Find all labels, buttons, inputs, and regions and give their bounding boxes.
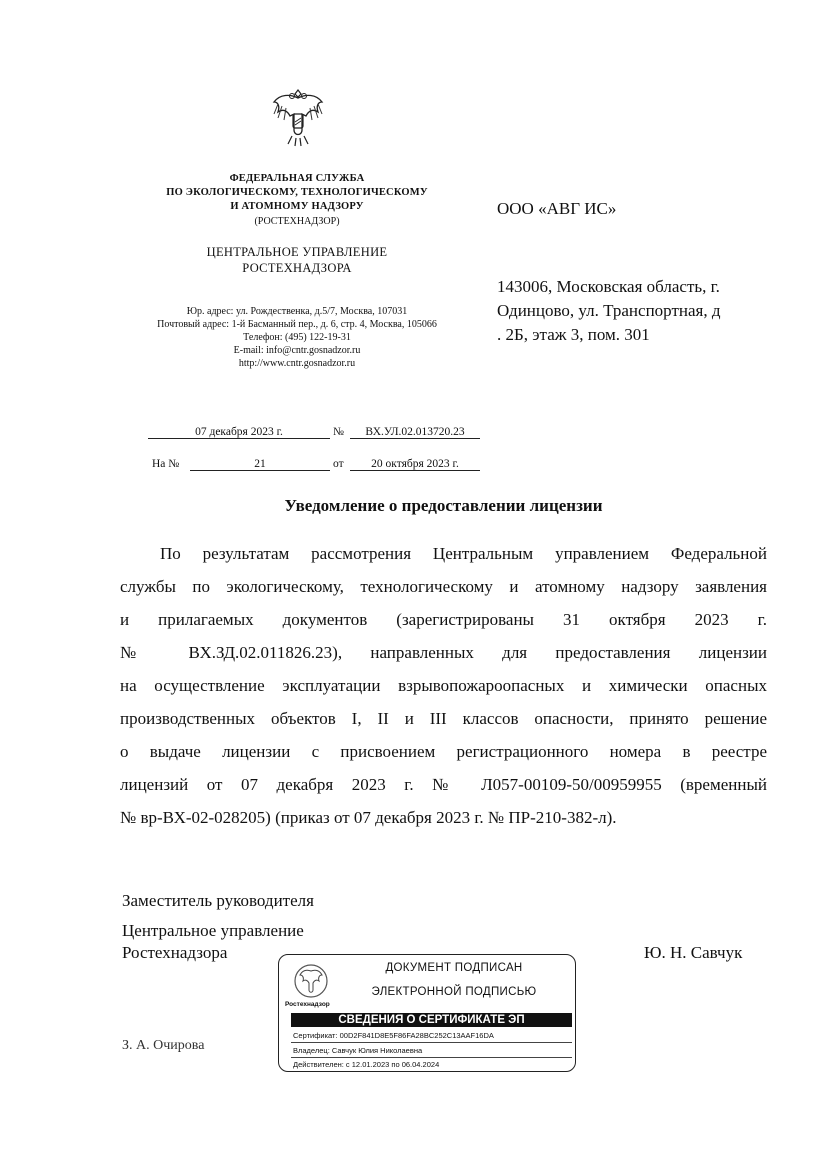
department-line1: ЦЕНТРАЛЬНОЕ УПРАВЛЕНИЕ <box>206 245 388 259</box>
rostekhnadzor-logo-icon <box>293 963 329 999</box>
recipient-company: ООО «АВГ ИС» <box>497 199 617 218</box>
stamp-certificate: Сертификат: 00D2F841D8E5F86FA28BC252C13AAF16DA <box>293 1031 494 1040</box>
stamp-line1: ДОКУМЕНТ ПОДПИСАН <box>385 962 523 974</box>
number-label: № <box>333 426 344 438</box>
stamp-divider <box>291 1042 572 1043</box>
e-signature-stamp <box>278 954 576 1072</box>
stamp-line2: ЭЛЕКТРОННОЙ ПОДПИСЬЮ <box>371 986 537 998</box>
body-line: По результатам рассмотрения Центральным управлением Федеральной <box>160 544 767 563</box>
body-line: на осуществление эксплуатации взрывопожароопасных и химически опасных <box>120 676 767 695</box>
outgoing-date: 07 декабря 2023 г. <box>148 426 330 439</box>
body-line: службы по экологическому, технологическому и атомному надзору заявления <box>120 577 767 596</box>
body-line: № ВХ.ЗД.02.011826.23), направленных для предоставления лицензии <box>120 643 767 662</box>
outgoing-number: ВХ.УЛ.02.013720.23 <box>350 426 480 439</box>
email: E-mail: info@cntr.gosnadzor.ru <box>233 345 361 356</box>
org-name-line2: ПО ЭКОЛОГИЧЕСКОМУ, ТЕХНОЛОГИЧЕСКОМУ <box>166 187 428 198</box>
postal-address: Почтовый адрес: 1-й Басманный пер., д. 6, стр. 4, Москва, 105066 <box>157 319 437 330</box>
body-text <box>120 537 767 834</box>
org-name-line3: И АТОМНОМУ НАДЗОРУ <box>230 201 364 212</box>
executor-name: З. А. Очирова <box>122 1038 205 1053</box>
body-line: лицензий от 07 декабря 2023 г. № Л057-00109-50/00959955 (временный <box>120 775 767 794</box>
coat-of-arms-emblem <box>268 84 328 148</box>
from-label: от <box>333 458 344 470</box>
signer-position-line2: Центральное управление <box>122 921 304 940</box>
org-abbreviation: (РОСТЕХНАДЗОР) <box>254 216 340 227</box>
reply-date: 20 октября 2023 г. <box>350 458 480 471</box>
body-line: о выдаче лицензии с присвоением регистрационного номера в реестре <box>120 742 767 761</box>
website: http://www.cntr.gosnadzor.ru <box>238 358 356 369</box>
document-title: Уведомление о предоставлении лицензии <box>284 496 603 515</box>
signer-position-line1: Заместитель руководителя <box>122 891 314 910</box>
recipient-address-line1: 143006, Московская область, г. <box>497 277 720 296</box>
phone: Телефон: (495) 122-19-31 <box>243 332 351 343</box>
org-name-line1: ФЕДЕРАЛЬНАЯ СЛУЖБА <box>229 173 365 184</box>
recipient-address-line3: . 2Б, этаж 3, пом. 301 <box>497 325 650 344</box>
stamp-divider <box>291 1057 572 1058</box>
body-line: № вр-ВХ-02-028205) (приказ от 07 декабря 2023 г. № ПР-210-382-л). <box>120 808 617 827</box>
body-line: производственных объектов I, II и III классов опасности, принято решение <box>120 709 767 728</box>
stamp-owner: Владелец: Савчук Юлия Николаевна <box>293 1046 423 1055</box>
recipient-address-line2: Одинцово, ул. Транспортная, д <box>497 301 721 320</box>
stamp-validity: Действителен: с 12.01.2023 по 06.04.2024 <box>293 1060 440 1069</box>
signer-name: Ю. Н. Савчук <box>644 943 743 962</box>
department-line2: РОСТЕХНАДЗОРА <box>242 261 352 275</box>
signer-position-line3: Ростехнадзора <box>122 943 228 962</box>
body-line: и прилагаемых документов (зарегистрированы 31 октября 2023 г. <box>120 610 767 629</box>
reply-label: На № <box>152 458 180 470</box>
stamp-certificate-header: СВЕДЕНИЯ О СЕРТИФИКАТЕ ЭП <box>291 1013 572 1027</box>
legal-address: Юр. адрес: ул. Рождественка, д.5/7, Москва, 107031 <box>186 306 408 317</box>
stamp-logo-caption: Ростехнадзор <box>285 1001 330 1008</box>
reply-number: 21 <box>190 458 330 471</box>
